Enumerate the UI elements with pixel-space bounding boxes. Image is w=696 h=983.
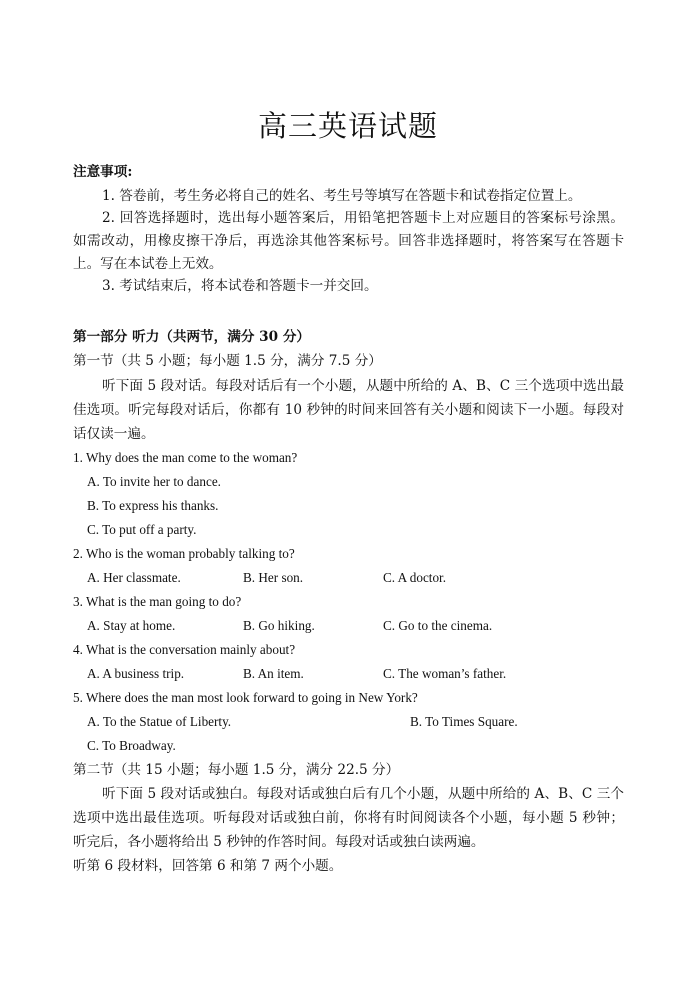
question-4-option-a: A. A business trip. bbox=[87, 666, 185, 681]
section-2-heading: 第二节（共 15 小题；每小题 1.5 分，满分 22.5 分） bbox=[73, 762, 400, 778]
question-3-option-b: B. Go hiking. bbox=[243, 618, 315, 633]
section-2-instruction-line-2: 选项中选出最佳选项。听每段对话或独白前，你将有时间阅读各个小题，每小题 5 秒钟； bbox=[73, 810, 624, 826]
question-1-stem: 1. Why does the man come to the woman? bbox=[73, 450, 298, 465]
question-2-option-b: B. Her son. bbox=[243, 570, 304, 585]
notice-item-2-line-1: 2. 回答选择题时，选出每小题答案后，用铅笔把答题卡上对应题目的答案标号涂黑。 bbox=[102, 210, 624, 226]
part-1-heading: 第一部分 听力（共两节，满分 30 分） bbox=[73, 329, 311, 345]
question-3-stem: 3. What is the man going to do? bbox=[73, 594, 242, 609]
notice-item-1: 1. 答卷前，考生务必将自己的姓名、考生号等填写在答题卡和试卷指定位置上。 bbox=[102, 188, 582, 204]
notice-item-3: 3. 考试结束后，将本试卷和答题卡一并交回。 bbox=[102, 278, 378, 294]
question-5-option-c: C. To Broadway. bbox=[87, 738, 176, 753]
material-6-instruction: 听第 6 段材料，回答第 6 和第 7 两个小题。 bbox=[73, 858, 343, 874]
question-5-stem: 5. Where does the man most look forward to going in New York? bbox=[73, 690, 418, 705]
question-3-option-a: A. Stay at home. bbox=[87, 618, 176, 633]
section-1-heading: 第一节（共 5 小题；每小题 1.5 分，满分 7.5 分） bbox=[73, 353, 382, 369]
question-5-option-a: A. To the Statue of Liberty. bbox=[87, 714, 232, 729]
question-1-option-b: B. To express his thanks. bbox=[87, 498, 219, 513]
question-3-option-c: C. Go to the cinema. bbox=[383, 618, 493, 633]
question-2-option-a: A. Her classmate. bbox=[87, 570, 181, 585]
section-1-instruction-line-3: 话仅读一遍。 bbox=[73, 426, 155, 442]
question-5-option-b: B. To Times Square. bbox=[410, 714, 518, 729]
question-2-stem: 2. Who is the woman probably talking to? bbox=[73, 546, 295, 561]
notice-heading: 注意事项: bbox=[73, 164, 133, 180]
question-4-option-b: B. An item. bbox=[243, 666, 304, 681]
question-4-option-c: C. The woman’s father. bbox=[383, 666, 507, 681]
question-1-option-c: C. To put off a party. bbox=[87, 522, 197, 537]
question-2-option-c: C. A doctor. bbox=[383, 570, 447, 585]
notice-item-2-line-2: 如需改动，用橡皮擦干净后，再选涂其他答案标号。回答非选择题时，将答案写在答题卡 bbox=[73, 233, 624, 249]
notice-item-2-line-3: 上。写在本试卷上无效。 bbox=[73, 256, 223, 272]
section-1-instruction-line-2: 佳选项。听完每段对话后，你都有 10 秒钟的时间来回答有关小题和阅读下一小题。每段对 bbox=[73, 402, 624, 418]
question-4-stem: 4. What is the conversation mainly about? bbox=[73, 642, 296, 657]
question-1-option-a: A. To invite her to dance. bbox=[87, 474, 221, 489]
section-2-instruction-line-1: 听下面 5 段对话或独白。每段对话或独白后有几个小题，从题中所给的 A、B、C 三个 bbox=[102, 786, 624, 802]
section-1-instruction-line-1: 听下面 5 段对话。每段对话后有一个小题，从题中所给的 A、B、C 三个选项中选出最 bbox=[102, 378, 624, 394]
page-title: 高三英语试题 bbox=[257, 109, 438, 143]
section-2-instruction-line-3: 听完后，各小题将给出 5 秒钟的作答时间。每段对话或独白读两遍。 bbox=[73, 834, 485, 850]
